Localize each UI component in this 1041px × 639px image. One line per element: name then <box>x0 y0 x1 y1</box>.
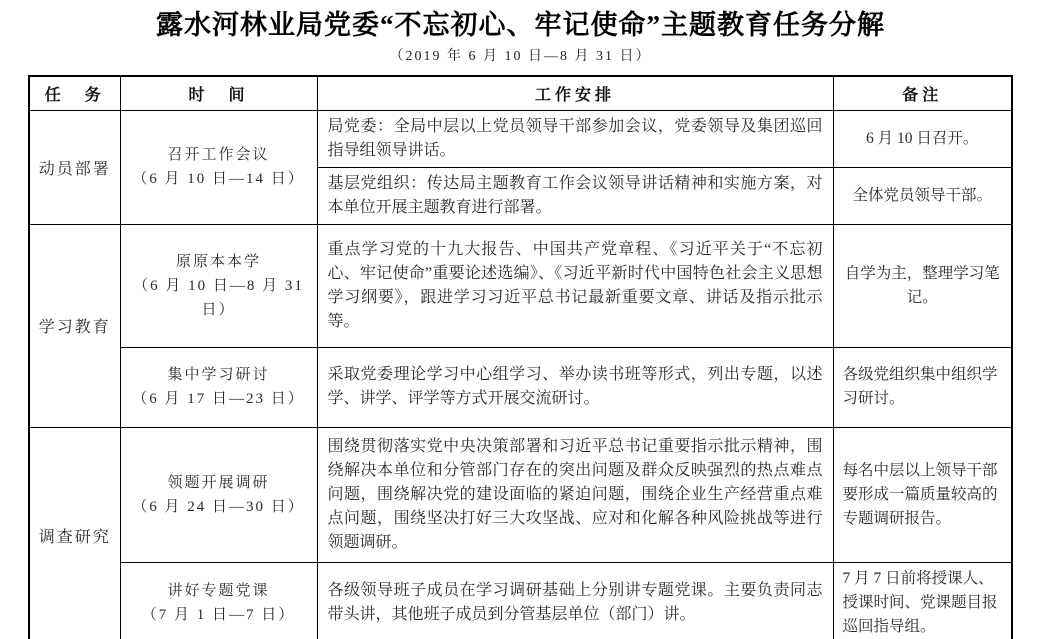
work-cell: 重点学习党的十九大报告、中国共产党章程、《习近平关于“不忘初心、牢记使命”重要论述选编》、《习近平新时代中国特色社会主义思想学习纲要》，跟进学习习近平总书记最新重要文章、讲话及指示批示等。 <box>317 224 833 347</box>
table-row <box>29 562 1012 639</box>
time-activity: 集中学习研讨 <box>167 367 270 383</box>
header-work: 工作安排 <box>317 76 833 110</box>
remark-cell: 自学为主，整理学习笔记。 <box>833 224 1012 347</box>
table-row <box>29 427 1012 562</box>
work-cell: 采取党委理论学习中心组学习、举办读书班等形式，列出专题，以述学、讲学、评学等方式开展交流研讨。 <box>317 347 833 427</box>
time-activity: 讲好专题党课 <box>167 582 270 599</box>
time-cell-self-study <box>120 224 317 347</box>
time-range: （7 月 1 日—7 日） <box>141 606 296 623</box>
time-activity: 领题开展调研 <box>167 474 270 491</box>
time-range: （6 月 10 日—14 日） <box>132 171 305 187</box>
work-cell: 局党委：全局中层以上党员领导干部参加会议，党委领导及集团巡回指导组领导讲话。 <box>317 110 833 167</box>
remark-cell: 7 月 7 日前将授课人、授课时间、党课题目报巡回指导组。 <box>833 562 1012 639</box>
header-remark: 备注 <box>833 76 1012 110</box>
table-row <box>29 224 1012 347</box>
table-row <box>29 347 1012 427</box>
header-row <box>29 76 1012 110</box>
time-range: （6 月 24 日—30 日） <box>132 498 305 515</box>
document-subtitle: （2019 年 6 月 10 日—8 月 31 日） <box>389 49 652 64</box>
time-cell-meeting <box>120 110 317 224</box>
time-activity: 原原本本学 <box>175 253 261 270</box>
work-cell: 围绕贯彻落实党中央决策部署和习近平总书记重要指示批示精神，围绕解决本单位和分管部门存在的突出问题及群众反映强烈的热点难点问题，围绕解决党的建设面临的紧迫问题，围绕企业生产经营重点难点问题，围绕坚决打好三大攻坚战、应对和化解各种风险挑战等进行领题调研。 <box>317 427 833 562</box>
task-cell-research: 调查研究 <box>29 427 120 639</box>
time-activity: 召开工作会议 <box>167 147 270 163</box>
document-title: 露水河林业局党委“不忘初心、牢记使命”主题教育任务分解 <box>156 10 885 40</box>
remark-cell: 各级党组织集中组织学习研讨。 <box>833 347 1012 427</box>
task-breakdown-table <box>28 75 1013 639</box>
remark-cell: 6 月 10 日召开。 <box>833 110 1012 167</box>
time-range: （6 月 10 日—8 月 31 日） <box>133 277 304 318</box>
time-range: （6 月 17 日—23 日） <box>132 391 305 407</box>
work-cell: 各级领导班子成员在学习调研基础上分别讲专题党课。主要负责同志带头讲，其他班子成员到分管基层单位（部门）讲。 <box>317 562 833 639</box>
time-cell-group-study <box>120 347 317 427</box>
remark-cell: 每名中层以上领导干部要形成一篇质量较高的专题调研报告。 <box>833 427 1012 562</box>
remark-cell: 全体党员领导干部。 <box>833 167 1012 224</box>
task-cell-study: 学习教育 <box>29 224 120 427</box>
table-row <box>29 110 1012 167</box>
header-task: 任 务 <box>29 76 120 110</box>
header-time: 时 间 <box>120 76 317 110</box>
time-cell-topic-research <box>120 427 317 562</box>
work-cell: 基层党组织：传达局主题教育工作会议领导讲话精神和实施方案，对本单位开展主题教育进行部署。 <box>317 167 833 224</box>
task-cell-mobilization: 动员部署 <box>29 110 120 224</box>
time-cell-party-lecture <box>120 562 317 639</box>
